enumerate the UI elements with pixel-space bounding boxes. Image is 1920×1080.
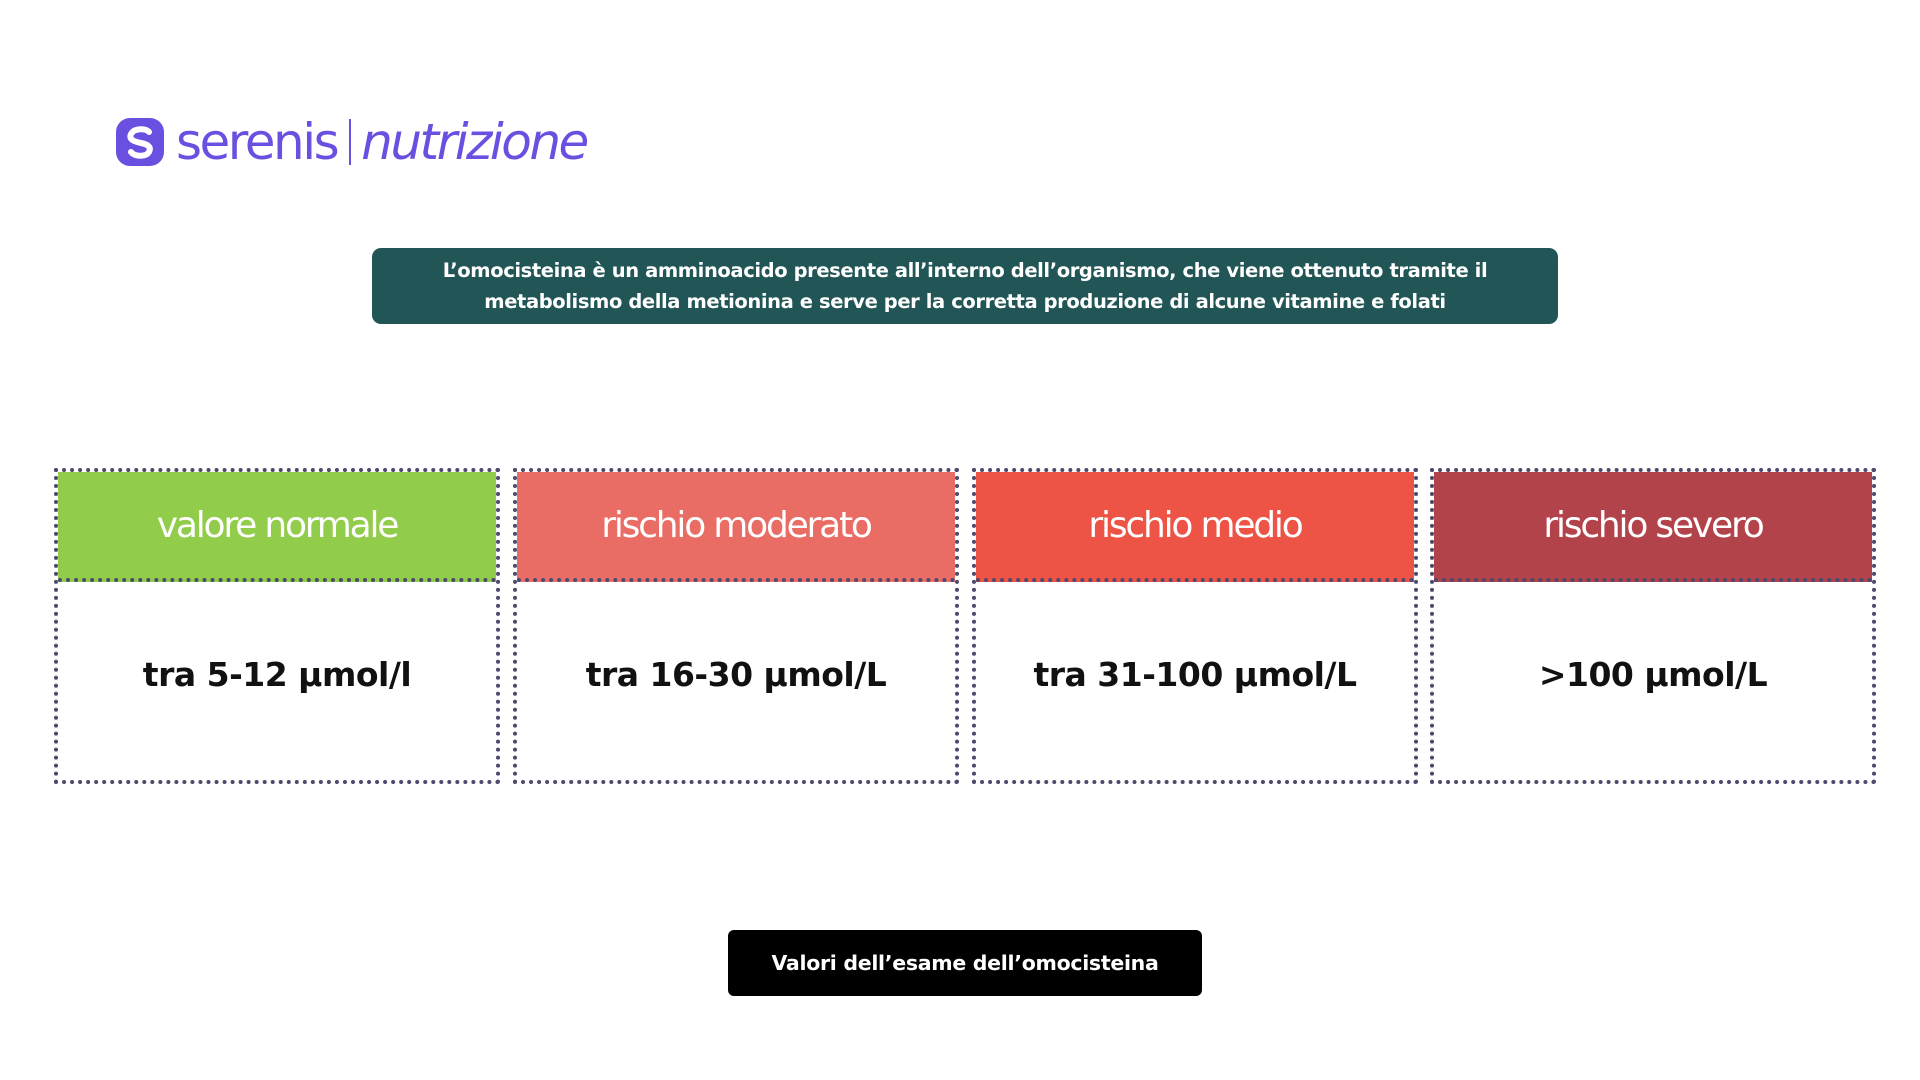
range-card-value: tra 5-12 µmol/l: [142, 654, 412, 694]
range-card-medium-risk: [972, 468, 1418, 784]
intro-text: L’omocisteina è un amminoacido presente all’interno dell’organismo, che viene ottenuto tramite il metabolismo della metionina e serve per la corretta produzione di alcune vitamine e folati: [442, 259, 1488, 313]
logo-subbrand-text: nutrizione: [361, 113, 587, 171]
logo-divider: [349, 119, 351, 165]
homocysteine-ranges: [54, 468, 1876, 784]
range-card-moderate-risk: [513, 468, 959, 784]
range-card-title: rischio severo: [1434, 472, 1872, 582]
range-card-value: tra 16-30 µmol/L: [585, 654, 887, 694]
caption-label: [728, 930, 1202, 996]
range-card-title: valore normale: [58, 472, 496, 582]
range-card-value: >100 µmol/L: [1538, 654, 1768, 694]
range-card-title: rischio medio: [976, 472, 1414, 582]
range-card-normal: [54, 468, 500, 784]
caption-text: Valori dell’esame dell’omocisteina: [771, 951, 1159, 975]
serenis-s-logo-icon: [116, 118, 164, 166]
intro-banner: [372, 248, 1558, 324]
range-card-severe-risk: [1430, 468, 1876, 784]
serenis-nutrizione-logo: [116, 112, 587, 172]
range-card-value: tra 31-100 µmol/L: [1033, 654, 1357, 694]
range-card-title: rischio moderato: [517, 472, 955, 582]
logo-brand-text: serenis: [176, 113, 338, 171]
